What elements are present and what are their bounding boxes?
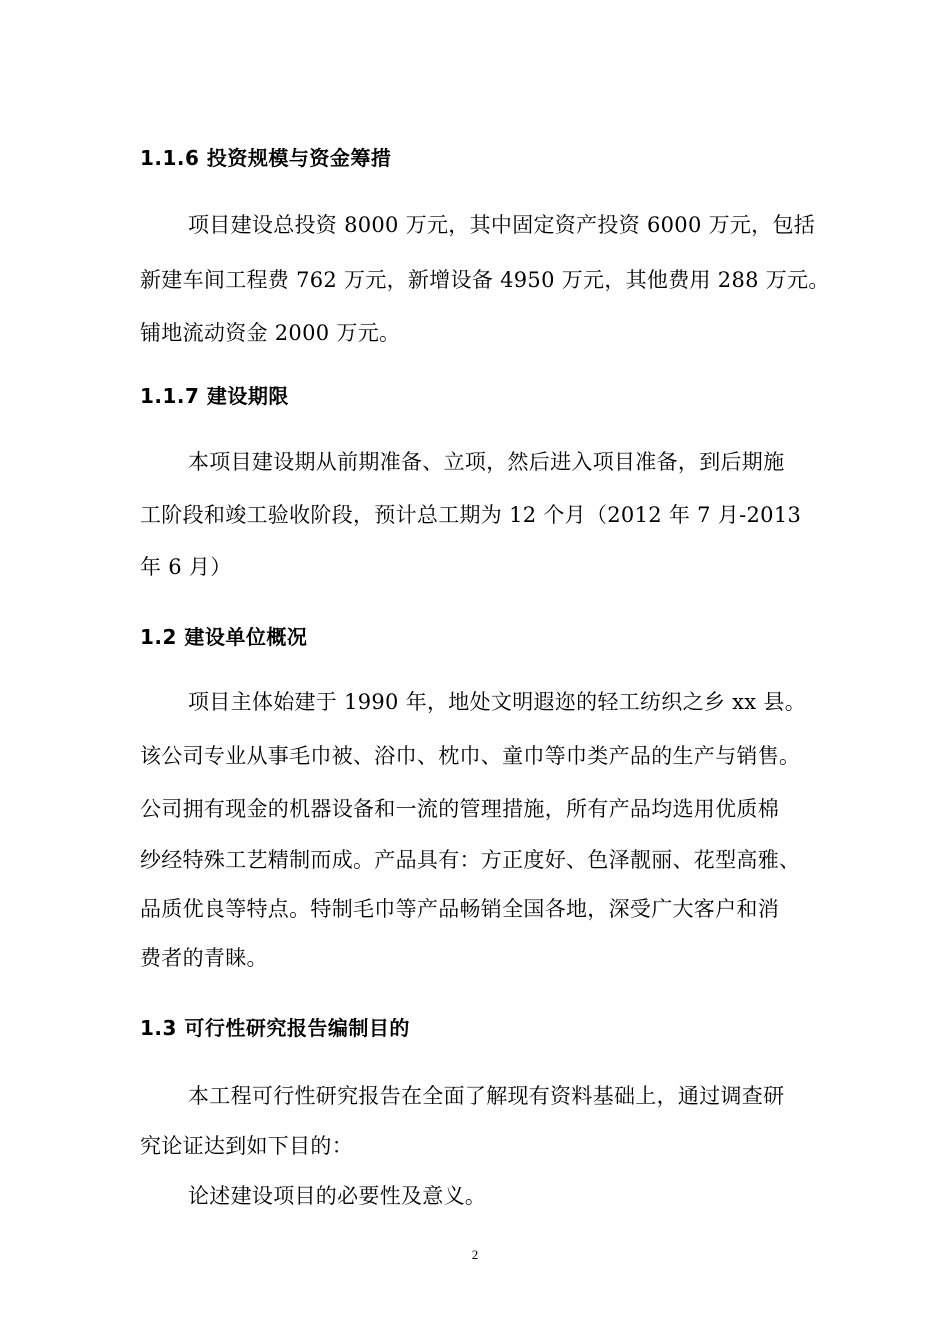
section-heading-1-3: 1.3 可行性研究报告编制目的 [140, 1016, 410, 1040]
paragraph-line: 本项目建设期从前期准备、立项，然后进入项目准备，到后期施 [188, 450, 785, 474]
section-heading-1-1-6: 1.1.6 投资规模与资金筹措 [140, 146, 392, 170]
paragraph-line: 年 6 月） [140, 555, 232, 579]
paragraph-line: 铺地流动资金 2000 万元。 [140, 321, 401, 345]
paragraph-line: 公司拥有现金的机器设备和一流的管理措施，所有产品均选用优质棉 [140, 797, 779, 821]
page-number: 2 [471, 1247, 479, 1262]
paragraph-line: 本工程可行性研究报告在全面了解现有资料基础上，通过调查研 [188, 1084, 785, 1108]
paragraph-line: 究论证达到如下目的： [140, 1134, 353, 1158]
paragraph-line: 品质优良等特点。特制毛巾等产品畅销全国各地，深受广大客户和消 [140, 897, 779, 921]
paragraph-line: 论述建设项目的必要性及意义。 [188, 1184, 487, 1208]
paragraph-line: 该公司专业从事毛巾被、浴巾、枕巾、童巾等巾类产品的生产与销售。 [140, 744, 801, 768]
section-heading-1-2: 1.2 建设单位概况 [140, 625, 308, 649]
paragraph-line: 工阶段和竣工验收阶段，预计总工期为 12 个月（2012 年 7 月-2013 [140, 503, 802, 527]
paragraph-line: 费者的青睐。 [140, 946, 268, 970]
section-heading-1-1-7: 1.1.7 建设期限 [140, 384, 289, 408]
paragraph-line: 纱经特殊工艺精制而成。产品具有：方正度好、色泽靓丽、花型高雅、 [140, 848, 801, 872]
paragraph-line: 项目建设总投资 8000 万元，其中固定资产投资 6000 万元，包括 [188, 213, 816, 237]
paragraph-line: 项目主体始建于 1990 年，地处文明遐迩的轻工纺织之乡 xx 县。 [188, 690, 807, 714]
paragraph-line: 新建车间工程费 762 万元，新增设备 4950 万元，其他费用 288 万元。 [140, 268, 830, 292]
